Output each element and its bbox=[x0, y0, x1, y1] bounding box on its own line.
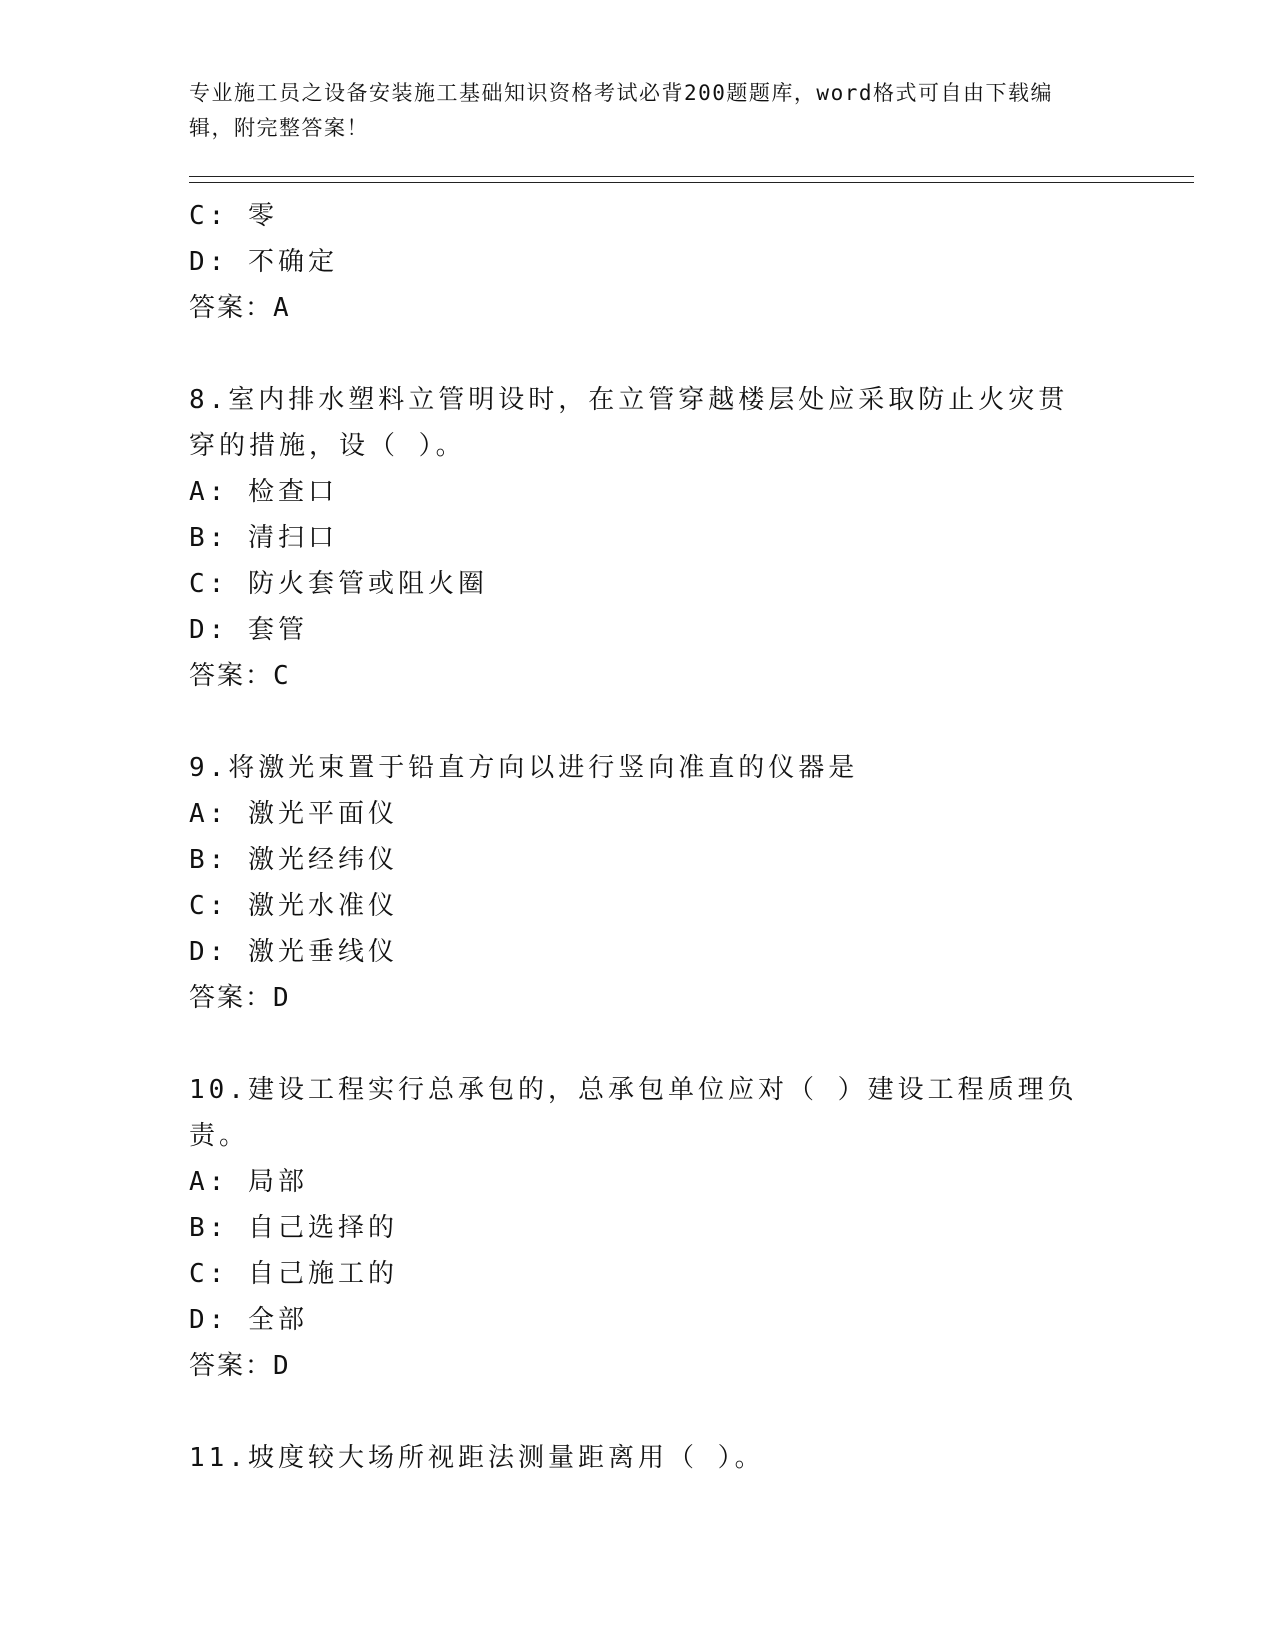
option-text: 激光垂线仪 bbox=[247, 937, 398, 967]
header-rule-top bbox=[189, 176, 1194, 177]
option-letter: D: bbox=[189, 247, 229, 277]
option-letter: A: bbox=[189, 799, 229, 829]
option-text: 套管 bbox=[247, 615, 308, 645]
answer-value: A bbox=[273, 293, 291, 323]
question-text: 11.坡度较大场所视距法测量距离用（ ）。 bbox=[189, 1443, 765, 1473]
question-9 bbox=[189, 745, 1079, 1021]
answer-value: C bbox=[273, 661, 291, 691]
question-gap bbox=[189, 1021, 1079, 1067]
partial-question bbox=[189, 193, 1079, 331]
option-letter: B: bbox=[189, 523, 229, 553]
question-gap bbox=[189, 331, 1079, 377]
question-gap bbox=[189, 699, 1079, 745]
option-b bbox=[189, 837, 1079, 883]
option-text: 全部 bbox=[247, 1305, 308, 1335]
option-text: 自己施工的 bbox=[247, 1259, 398, 1289]
option-letter: D: bbox=[189, 937, 229, 967]
option-text: 局部 bbox=[247, 1167, 308, 1197]
option-text: 检查口 bbox=[247, 477, 338, 507]
answer-value: D bbox=[273, 1351, 291, 1381]
answer-label: 答案： bbox=[189, 983, 274, 1013]
option-letter: C: bbox=[189, 201, 229, 231]
option-a bbox=[189, 791, 1079, 837]
option-d bbox=[189, 239, 1079, 285]
option-d bbox=[189, 1297, 1079, 1343]
option-text: 清扫口 bbox=[247, 523, 338, 553]
option-d bbox=[189, 929, 1079, 975]
option-c bbox=[189, 193, 1079, 239]
answer-label: 答案： bbox=[189, 293, 274, 323]
option-letter: A: bbox=[189, 477, 229, 507]
answer-line bbox=[189, 285, 1079, 331]
question-text: 10.建设工程实行总承包的，总承包单位应对（ ）建设工程质理负责。 bbox=[189, 1075, 1078, 1151]
option-a bbox=[189, 469, 1079, 515]
answer-label: 答案： bbox=[189, 661, 274, 691]
option-text: 激光水准仪 bbox=[247, 891, 398, 921]
option-c bbox=[189, 561, 1079, 607]
option-letter: C: bbox=[189, 891, 229, 921]
question-gap bbox=[189, 1389, 1079, 1435]
document-header bbox=[189, 76, 1069, 146]
option-letter: D: bbox=[189, 615, 229, 645]
header-title: 专业施工员之设备安装施工基础知识资格考试必背200题题库，word格式可自由下载编辑，附完整答案！ bbox=[189, 81, 1053, 140]
option-a bbox=[189, 1159, 1079, 1205]
option-text: 零 bbox=[247, 201, 278, 231]
option-letter: B: bbox=[189, 845, 229, 875]
header-rule-bottom bbox=[189, 182, 1194, 183]
option-text: 不确定 bbox=[247, 247, 338, 277]
option-text: 激光经纬仪 bbox=[247, 845, 398, 875]
option-letter: A: bbox=[189, 1167, 229, 1197]
answer-line bbox=[189, 975, 1079, 1021]
option-text: 激光平面仪 bbox=[247, 799, 398, 829]
option-c bbox=[189, 1251, 1079, 1297]
question-11 bbox=[189, 1435, 1079, 1481]
option-b bbox=[189, 515, 1079, 561]
option-letter: C: bbox=[189, 1259, 229, 1289]
option-d bbox=[189, 607, 1079, 653]
question-10 bbox=[189, 1067, 1079, 1389]
answer-value: D bbox=[273, 983, 291, 1013]
question-text: 8.室内排水塑料立管明设时，在立管穿越楼层处应采取防止火灾贯穿的措施，设（ ）。 bbox=[189, 385, 1069, 461]
option-letter: D: bbox=[189, 1305, 229, 1335]
option-b bbox=[189, 1205, 1079, 1251]
option-letter: C: bbox=[189, 569, 229, 599]
question-8 bbox=[189, 377, 1079, 699]
document-body bbox=[189, 193, 1079, 1481]
answer-line bbox=[189, 1343, 1079, 1389]
option-letter: B: bbox=[189, 1213, 229, 1243]
answer-line bbox=[189, 653, 1079, 699]
option-c bbox=[189, 883, 1079, 929]
option-text: 自己选择的 bbox=[247, 1213, 398, 1243]
question-text: 9.将激光束置于铅直方向以进行竖向准直的仪器是 bbox=[189, 753, 859, 783]
answer-label: 答案： bbox=[189, 1351, 274, 1381]
option-text: 防火套管或阻火圈 bbox=[247, 569, 488, 599]
